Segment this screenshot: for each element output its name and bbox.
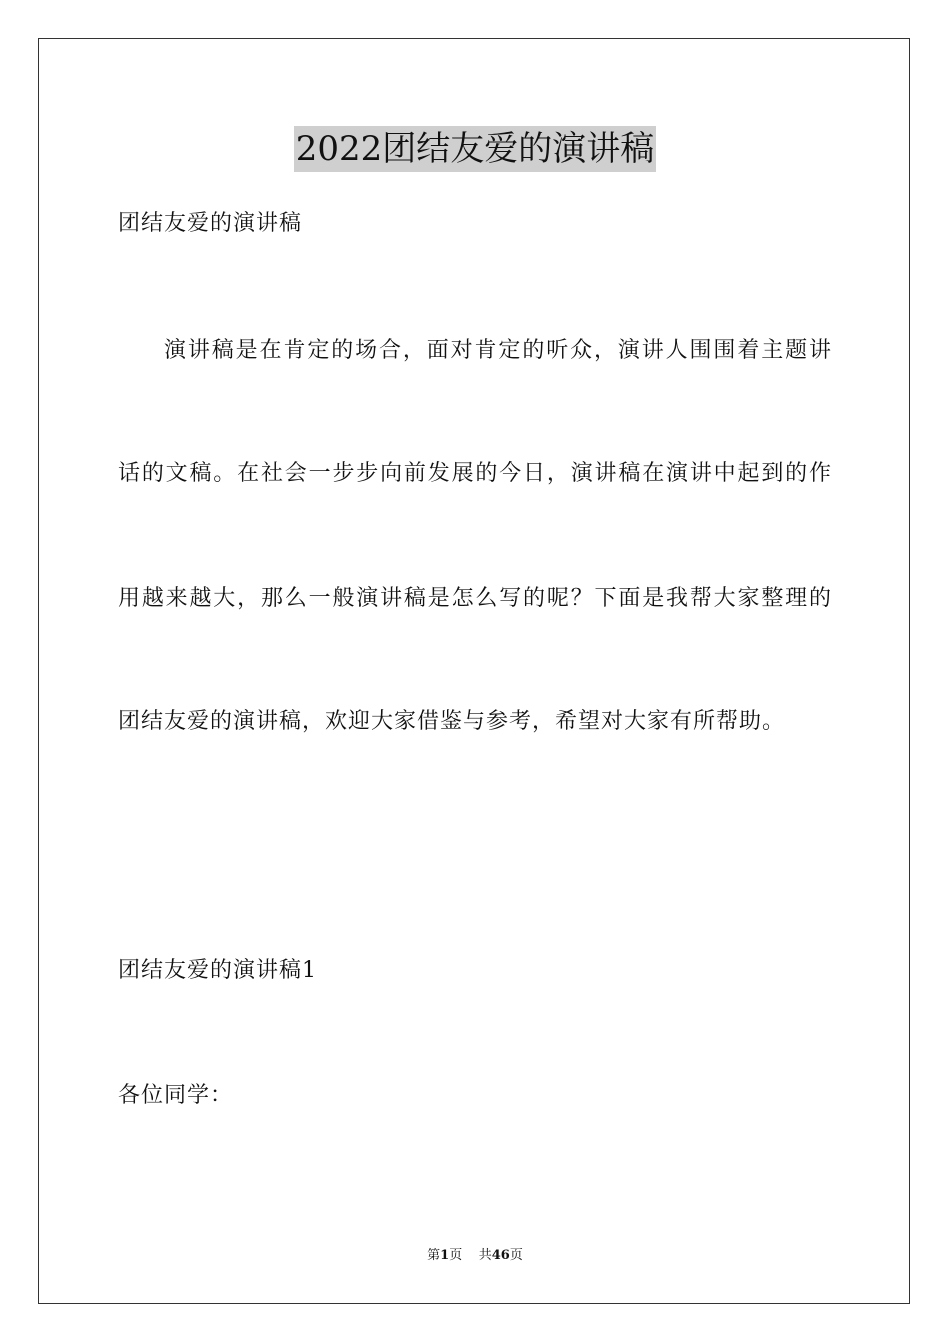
intro-line-2: 话的文稿。在社会一步步向前发展的今日，演讲稿在演讲中起到的作 [118, 461, 832, 486]
salutation: 各位同学： [118, 1083, 234, 1108]
intro-line-1: 演讲稿是在肯定的场合，面对肯定的听众，演讲人围围着主题讲 [164, 338, 832, 363]
footer-page-total: 46 [491, 1248, 510, 1263]
footer-total-prefix: 共 [478, 1248, 492, 1263]
intro-line-4: 团结友爱的演讲稿，欢迎大家借鉴与参考，希望对大家有所帮助。 [118, 709, 786, 734]
footer-page-current: 1 [440, 1248, 450, 1263]
document-title: 2022团结友爱的演讲稿 [294, 126, 657, 172]
footer-total-suffix: 页 [509, 1248, 523, 1263]
page-footer [0, 1247, 950, 1265]
footer-page-prefix: 第 [427, 1248, 441, 1263]
document-subtitle: 团结友爱的演讲稿 [118, 211, 303, 236]
title-container [0, 126, 950, 172]
intro-line-3: 用越来越大，那么一般演讲稿是怎么写的呢？下面是我帮大家整理的 [118, 586, 832, 611]
section-heading: 团结友爱的演讲稿1 [118, 958, 317, 983]
footer-page-suffix: 页 [449, 1248, 463, 1263]
